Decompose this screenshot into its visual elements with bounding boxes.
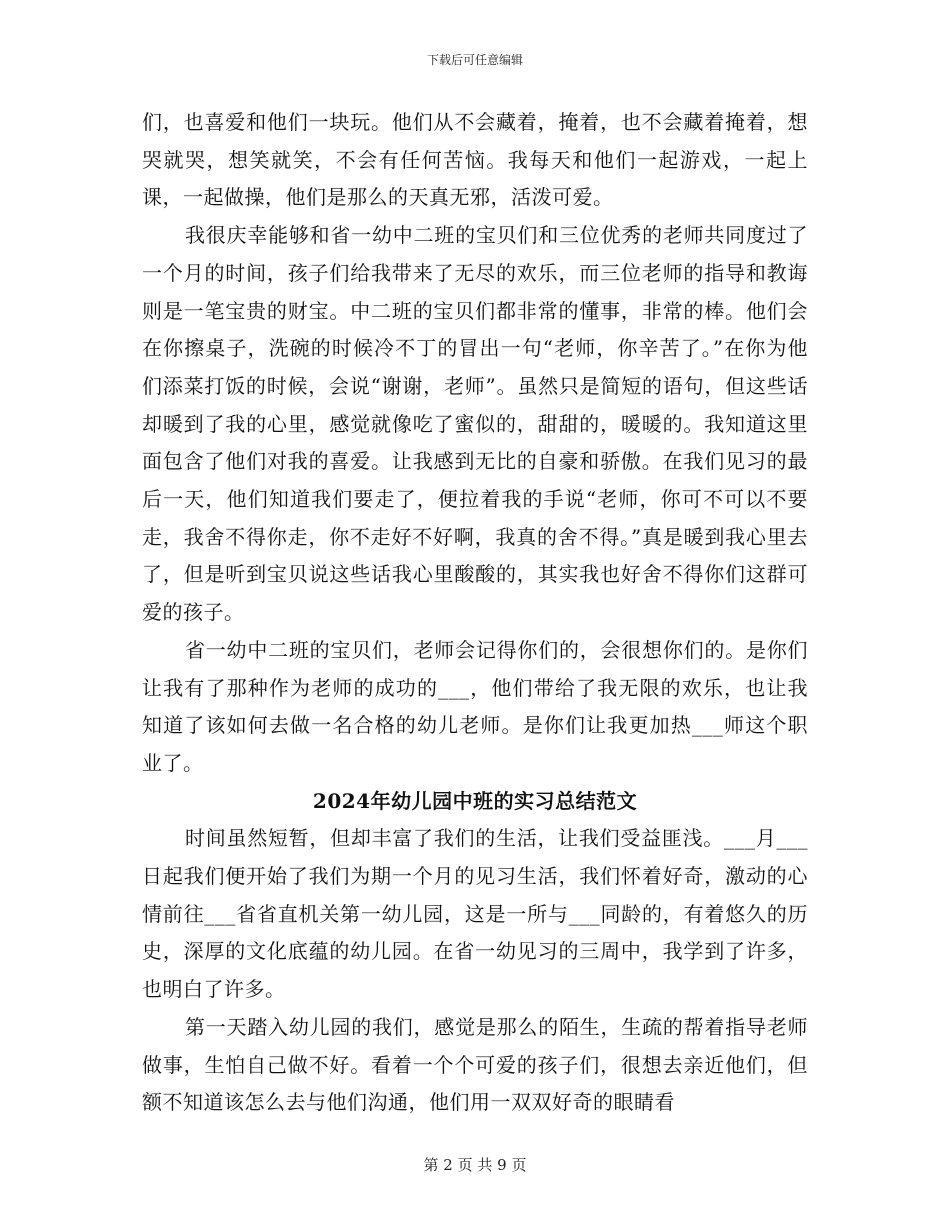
page-header-note: 下载后可任意编辑 (426, 53, 523, 67)
section-title: 2024年幼儿园中班的实习总结范文 (312, 788, 638, 813)
document-body (142, 104, 808, 1122)
paragraph-continuation: 们，也喜爱和他们一块玩。他们从不会藏着，掩着，也不会藏着掩着，想哭就哭，想笑就笑，不会有任何苦恼。我每天和他们一起游戏，一起上课，一起做操，他们是那么的天真无邪，活泼可爱。 (142, 110, 808, 210)
paragraph: 时间虽然短暂，但却丰富了我们的生活，让我们受益匪浅。___月___日起我们便开始了我们为期一个月的见习生活，我们怀着好奇，激动的心情前往___省省直机关第一幼儿园，这是一所与___同龄的，有着悠久的历史，深厚的文化底蕴的幼儿园。在省一幼见习的三周中，我学到了许多，也明白了许多。 (142, 826, 808, 1002)
paragraph: 第一天踏入幼儿园的我们，感觉是那么的陌生，生疏的帮着指导老师做事，生怕自己做不好。看着一个个可爱的孩子们，很想去亲近他们，但额不知道该怎么去与他们沟通，他们用一双双好奇的眼睛看 (142, 1014, 808, 1115)
paragraph: 我很庆幸能够和省一幼中二班的宝贝们和三位优秀的老师共同度过了一个月的时间，孩子们给我带来了无尽的欢乐，而三位老师的指导和教诲则是一笔宝贵的财宝。中二班的宝贝们都非常的懂事，非常的棒。他们会在你擦桌子，洗碗的时候冷不丁的冒出一句“老师，你辛苦了。”在你为他们添菜打饭的时候，会说“谢谢，老师”。虽然只是简短的语句，但这些话却暖到了我的心里，感觉就像吃了蜜似的，甜甜的，暖暖的。我知道这里面包含了他们对我的喜爱。让我感到无比的自豪和骄傲。在我们见习的最后一天，他们知道我们要走了，便拉着我的手说“老师，你可不可以不要走，我舍不得你走，你不走好不好啊，我真的舍不得。”真是暖到我心里去了，但是听到宝贝说这些话我心里酸酸的，其实我也好舍不得你们这群可爱的孩子。 (142, 223, 808, 625)
paragraph: 省一幼中二班的宝贝们，老师会记得你们的，会很想你们的。是你们让我有了那种作为老师的成功的___，他们带给了我无限的欢乐，也让我知道了该如何去做一名合格的幼儿老师。是你们让我更加热___师这个职业了。 (142, 637, 808, 775)
page-number: 第 2 页 共 9 页 (423, 1156, 527, 1174)
